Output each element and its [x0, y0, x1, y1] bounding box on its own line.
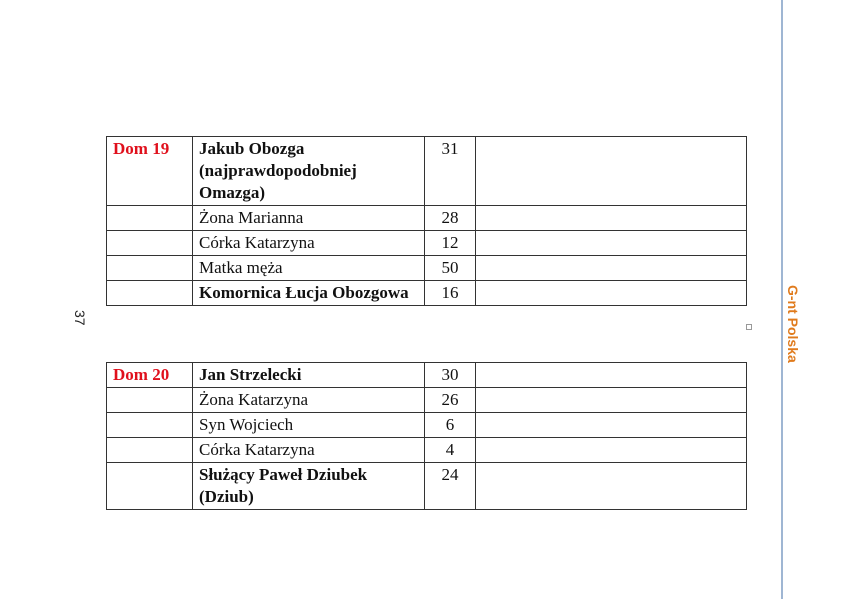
notes-cell: [476, 281, 747, 306]
page-number: 37: [72, 310, 88, 326]
person-age: 50: [425, 256, 476, 281]
person-age: 28: [425, 206, 476, 231]
table-row: [107, 231, 747, 256]
table-row: [107, 363, 747, 388]
notes-cell: [476, 388, 747, 413]
person-age: 12: [425, 231, 476, 256]
table-row: [107, 413, 747, 438]
person-age: 30: [425, 363, 476, 388]
table-row: [107, 388, 747, 413]
notes-cell: [476, 363, 747, 388]
person-name: Jakub Obozga (najprawdopodobniej Omazga): [193, 137, 425, 206]
person-age: 31: [425, 137, 476, 206]
notes-cell: [476, 206, 747, 231]
notes-cell: [476, 256, 747, 281]
house-label-cell: [107, 256, 193, 281]
person-age: 16: [425, 281, 476, 306]
person-name: Żona Katarzyna: [193, 388, 425, 413]
person-age: 6: [425, 413, 476, 438]
person-name: Córka Katarzyna: [193, 438, 425, 463]
table-row: [107, 256, 747, 281]
person-name: Żona Marianna: [193, 206, 425, 231]
table-row: [107, 438, 747, 463]
house-table-20: [106, 362, 747, 510]
house-label-cell: [107, 206, 193, 231]
notes-cell: [476, 137, 747, 206]
person-age: 24: [425, 463, 476, 510]
notes-cell: [476, 438, 747, 463]
notes-cell: [476, 231, 747, 256]
house-label-cell: [107, 137, 193, 206]
house-label: Dom 20: [113, 365, 170, 384]
house-label-cell: [107, 363, 193, 388]
table-row: [107, 281, 747, 306]
margin-rule: [781, 0, 783, 599]
person-name: Syn Wojciech: [193, 413, 425, 438]
table-end-marker: [746, 324, 752, 330]
table-row: [107, 463, 747, 510]
person-name: Komornica Łucja Obozgowa: [193, 281, 425, 306]
house-label-cell: [107, 281, 193, 306]
table-row: [107, 206, 747, 231]
notes-cell: [476, 463, 747, 510]
person-name: Jan Strzelecki: [193, 363, 425, 388]
person-name: Matka męża: [193, 256, 425, 281]
house-label-cell: [107, 463, 193, 510]
house-label: Dom 19: [113, 139, 170, 158]
house-label-cell: [107, 388, 193, 413]
person-name: Córka Katarzyna: [193, 231, 425, 256]
person-age: 26: [425, 388, 476, 413]
person-age: 4: [425, 438, 476, 463]
side-label: G-nt Polska: [785, 285, 801, 363]
notes-cell: [476, 413, 747, 438]
house-table-19: [106, 136, 747, 306]
house-label-cell: [107, 231, 193, 256]
house-label-cell: [107, 438, 193, 463]
house-label-cell: [107, 413, 193, 438]
table-row: [107, 137, 747, 206]
person-name: Służący Paweł Dziubek (Dziub): [193, 463, 425, 510]
